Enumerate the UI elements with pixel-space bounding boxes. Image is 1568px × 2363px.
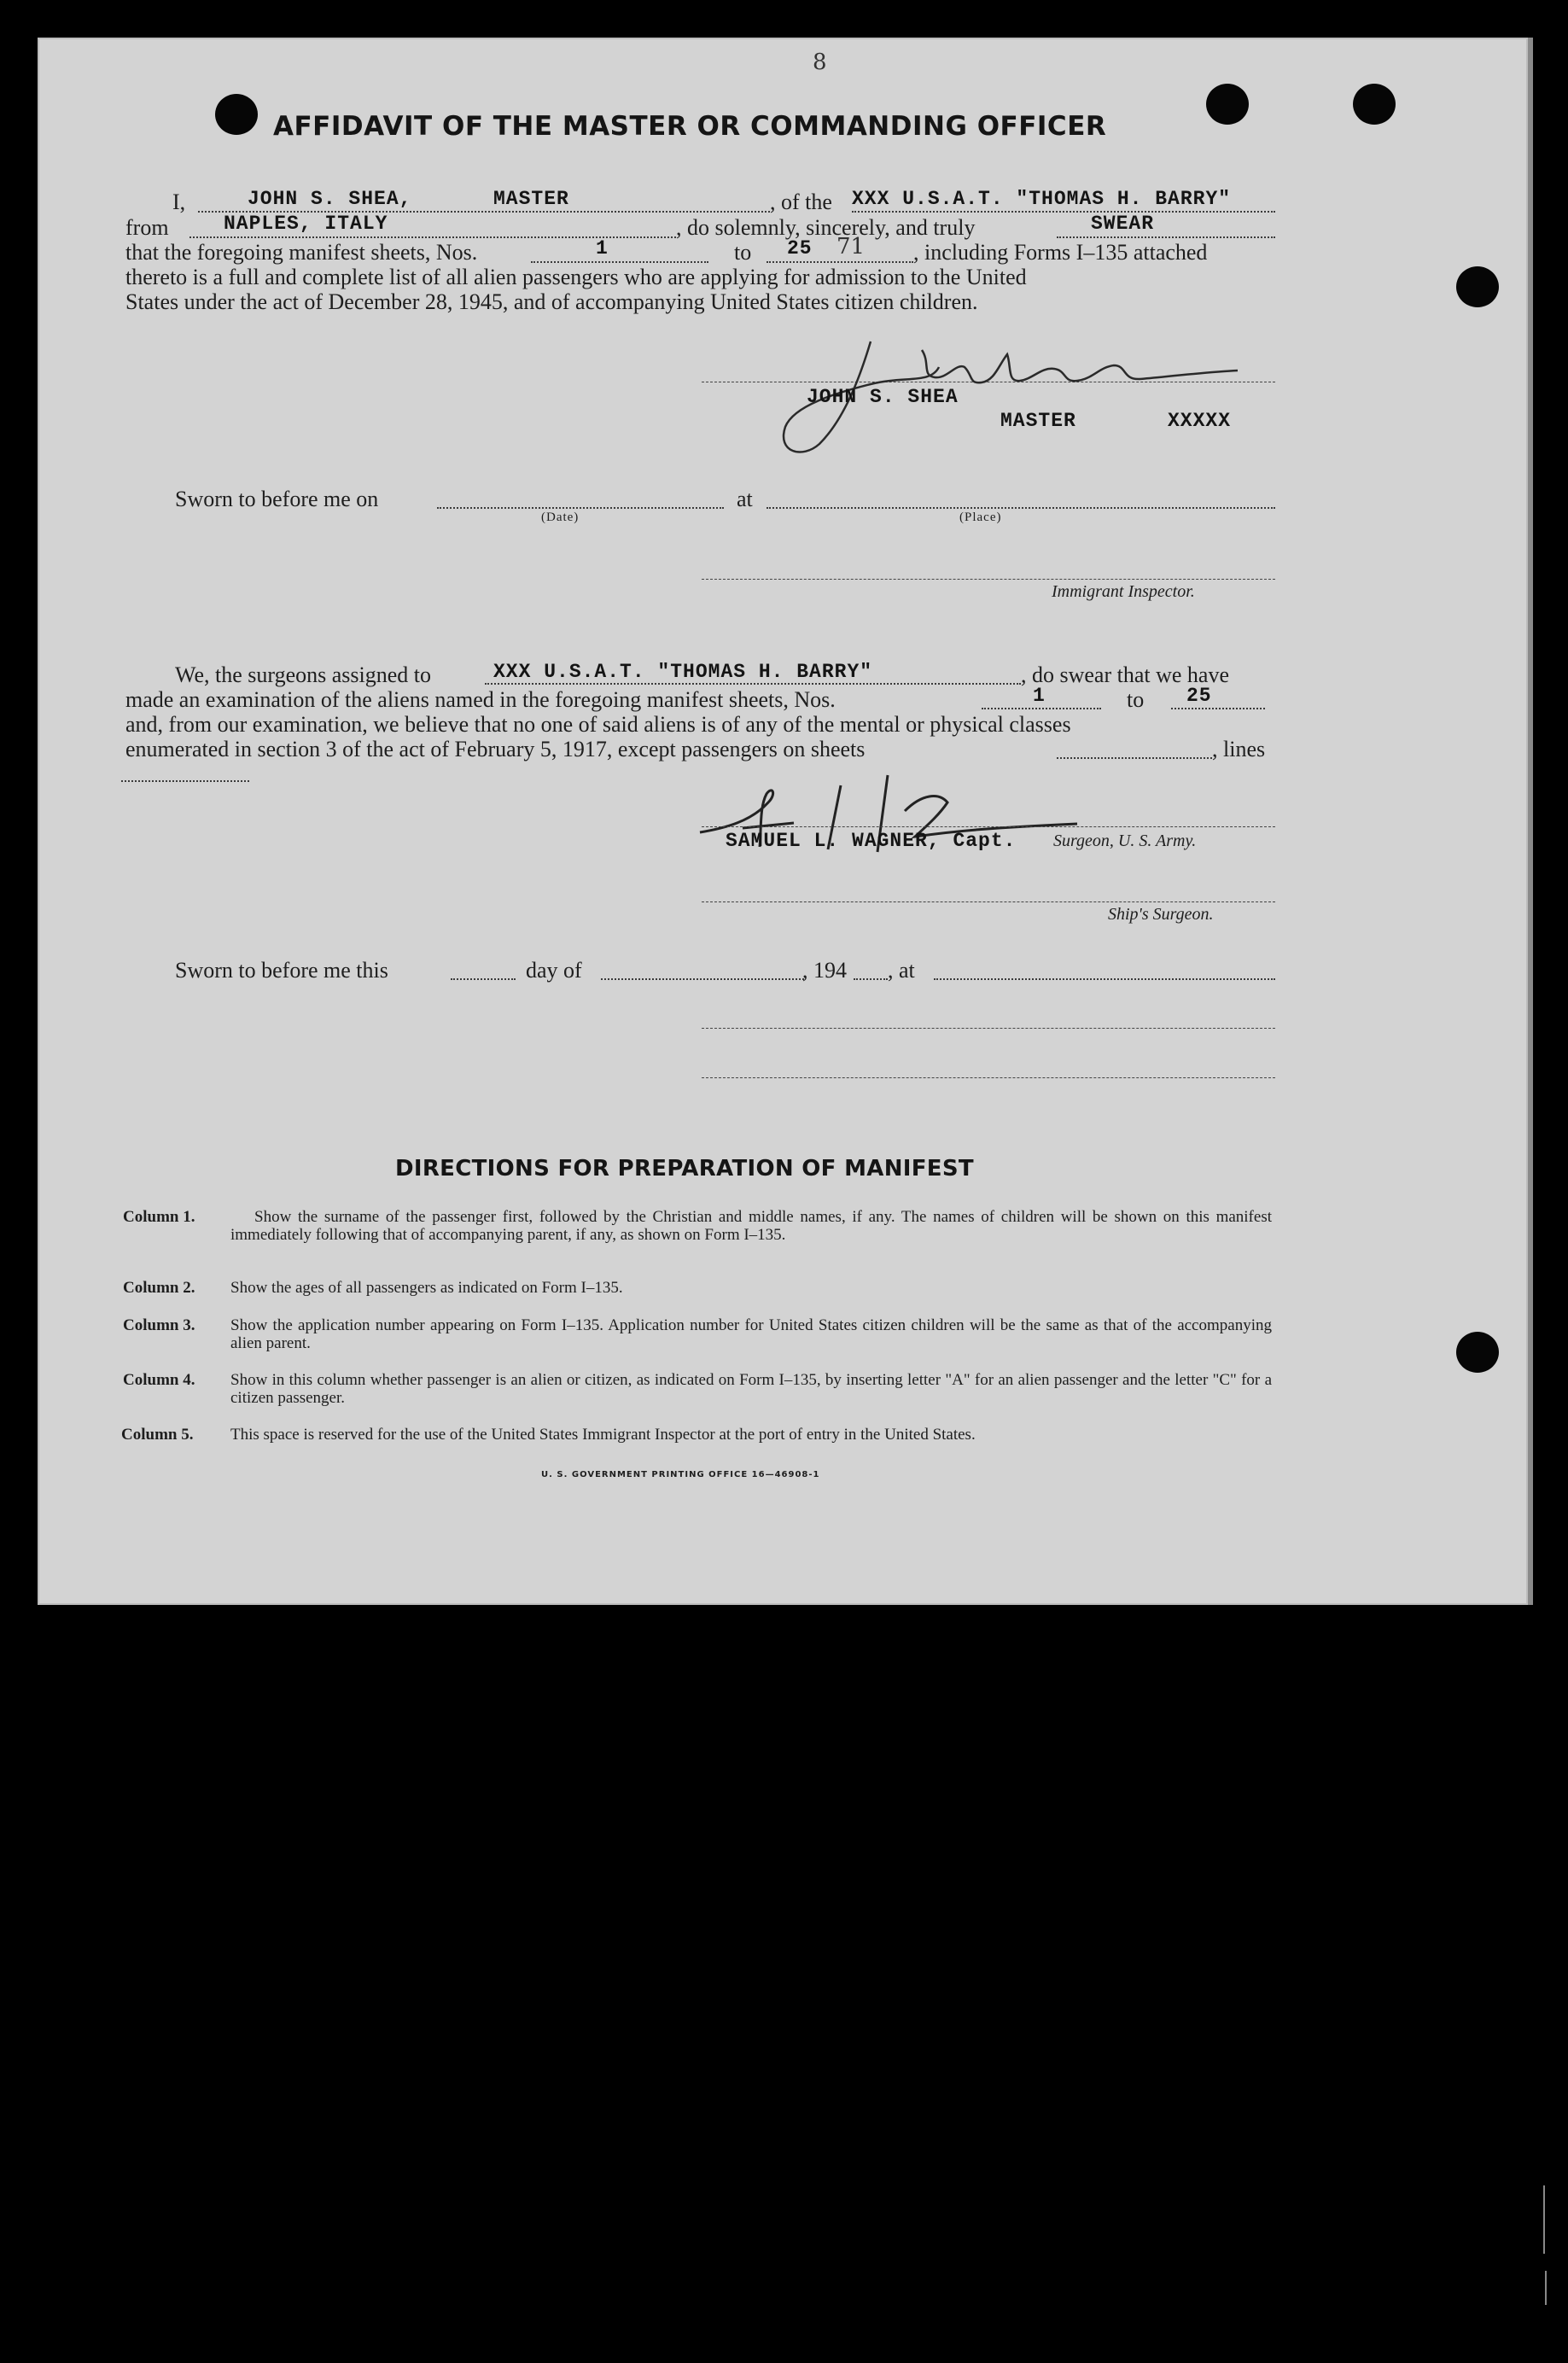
column-3-label: Column 3. xyxy=(123,1316,195,1334)
inspector-role: Immigrant Inspector. xyxy=(1052,582,1195,601)
master-line3-to: to xyxy=(734,240,752,265)
column-1-text: Show the surname of the passenger first, followed by the Christian and middle names, if any. The names of children will be shown on this manifest immediately following that of accompanying parent, if any, as shown on Form I–135. xyxy=(230,1208,1272,1244)
surgeons-sheet-to: 25 xyxy=(1186,685,1212,707)
column-5-label: Column 5. xyxy=(121,1426,194,1444)
master-line5: States under the act of December 28, 1945, and of accompanying United States citizen children. xyxy=(125,289,978,314)
surgeons-line4-b: , lines xyxy=(1212,737,1266,761)
master-typed-struck: XXXXX xyxy=(1168,410,1232,432)
punch-hole xyxy=(1456,266,1499,307)
sworn1-place-caption: (Place) xyxy=(959,511,1002,524)
sworn2-day-of: day of xyxy=(526,958,582,983)
surgeons-line1-a: We, the surgeons assigned to xyxy=(175,662,431,687)
master-typed-rank: MASTER xyxy=(1000,410,1076,432)
sheet-edge-shadow xyxy=(1528,38,1533,1605)
master-vessel-line xyxy=(852,211,1275,213)
master-line3-a: that the foregoing manifest sheets, Nos. xyxy=(125,240,478,265)
column-4-label: Column 4. xyxy=(123,1371,195,1389)
column-4-text: Show in this column whether passenger is an alien or citizen, as indicated on Form I–135, by inserting letter "A" for an alien passenger and the letter "C" for a citizen passenger. xyxy=(230,1371,1272,1407)
column-3-text: Show the application number appearing on Form I–135. Application number for United States citizen children will be the same as that of the accompanying alien parent. xyxy=(230,1316,1272,1352)
master-swear-line xyxy=(1057,236,1275,238)
master-sheet-to-line xyxy=(767,261,913,263)
sworn1-date-caption: (Date) xyxy=(541,511,580,524)
ships-surgeon-role: Ship's Surgeon. xyxy=(1108,905,1214,924)
ships-surgeon-line xyxy=(702,901,1275,902)
surgeons-vessel-line xyxy=(485,683,1021,685)
page-hand-number: 8 xyxy=(813,50,827,75)
sworn2-text: Sworn to before me this xyxy=(175,958,388,983)
scan-artifact xyxy=(1545,2271,1547,2305)
affidavit-title: AFFIDAVIT OF THE MASTER OR COMMANDING OFFICER xyxy=(273,111,1107,142)
printing-office-footer: U. S. GOVERNMENT PRINTING OFFICE 16—46908-1 xyxy=(541,1470,820,1479)
surgeons-line2-a: made an examination of the aliens named in the foregoing manifest sheets, Nos. xyxy=(125,687,836,712)
master-sheet-from: 1 xyxy=(596,237,609,260)
column-2-text: Show the ages of all passengers as indicated on Form I–135. xyxy=(230,1279,623,1297)
surgeons-line3: and, from our examination, we believe that no one of said aliens is of any of the mental or physical classes xyxy=(125,712,1071,737)
surgeons-lines-line xyxy=(121,780,249,782)
sworn1-text: Sworn to before me on xyxy=(175,487,379,511)
punch-hole xyxy=(1456,1332,1499,1373)
sworn2-month-line xyxy=(601,978,804,980)
punch-hole xyxy=(1206,84,1249,125)
sworn2-signature-line-1 xyxy=(702,1028,1275,1029)
punch-hole xyxy=(1353,84,1396,125)
master-intro: I, xyxy=(172,190,186,214)
sworn2-signature-line-2 xyxy=(702,1077,1275,1078)
master-sheet-from-line xyxy=(531,261,708,263)
sworn2-at: , at xyxy=(888,958,915,983)
directions-title: DIRECTIONS FOR PREPARATION OF MANIFEST xyxy=(395,1156,974,1182)
column-2-label: Column 2. xyxy=(123,1279,195,1297)
master-name-typed: JOHN S. SHEA, xyxy=(248,188,412,210)
master-from: from xyxy=(125,215,169,240)
master-line3-b: , including Forms I–135 attached xyxy=(913,240,1208,265)
master-solemnly: , do solemnly, sincerely, and truly xyxy=(676,215,976,240)
master-sheet-to: 25 xyxy=(787,237,813,260)
surgeon-typed-name: SAMUEL L. WAGNER, Capt. xyxy=(726,830,1017,852)
master-port-typed: NAPLES, ITALY xyxy=(224,213,388,235)
master-line4: thereto is a full and complete list of all alien passengers who are applying for admission to the United xyxy=(125,265,1027,289)
surgeons-vessel-typed: XXX U.S.A.T. "THOMAS H. BARRY" xyxy=(493,661,873,683)
sworn2-year: , 194 xyxy=(802,958,847,983)
surgeons-sheet-from-line xyxy=(982,708,1101,709)
sworn1-date-line xyxy=(437,507,724,509)
sworn1-at: at xyxy=(737,487,753,511)
master-of-the: , of the xyxy=(770,190,832,214)
inspector-signature-line xyxy=(702,579,1275,580)
column-5-text: This space is reserved for the use of the United States Immigrant Inspector at the port of entry in the United States. xyxy=(230,1426,976,1444)
surgeon-signature-line xyxy=(702,826,1275,827)
master-rank-typed: MASTER xyxy=(493,188,569,210)
surgeons-line1-b: , do swear that we have xyxy=(1021,662,1230,687)
surgeons-line4-a: enumerated in section 3 of the act of February 5, 1917, except passengers on sheets xyxy=(125,737,866,761)
sworn2-year-line xyxy=(854,978,888,980)
column-1-label: Column 1. xyxy=(123,1208,195,1226)
surgeons-sheet-to-line xyxy=(1171,708,1265,709)
sworn1-place-line xyxy=(767,507,1275,509)
surgeons-line2-to: to xyxy=(1127,687,1145,712)
sworn2-place-line xyxy=(934,978,1275,980)
scan-artifact xyxy=(1543,2185,1545,2254)
sworn2-day-line xyxy=(451,978,516,980)
master-swear-typed: SWEAR xyxy=(1091,213,1155,235)
surgeons-sheets-line xyxy=(1057,757,1212,759)
master-sheet-to-hand: 71 xyxy=(836,234,866,260)
master-vessel-typed: XXX U.S.A.T. "THOMAS H. BARRY" xyxy=(852,188,1232,210)
surgeon-typed-role: Surgeon, U. S. Army. xyxy=(1053,831,1197,850)
master-typed-name: JOHN S. SHEA xyxy=(807,386,959,408)
punch-hole xyxy=(215,94,258,135)
surgeons-sheet-from: 1 xyxy=(1033,685,1046,707)
